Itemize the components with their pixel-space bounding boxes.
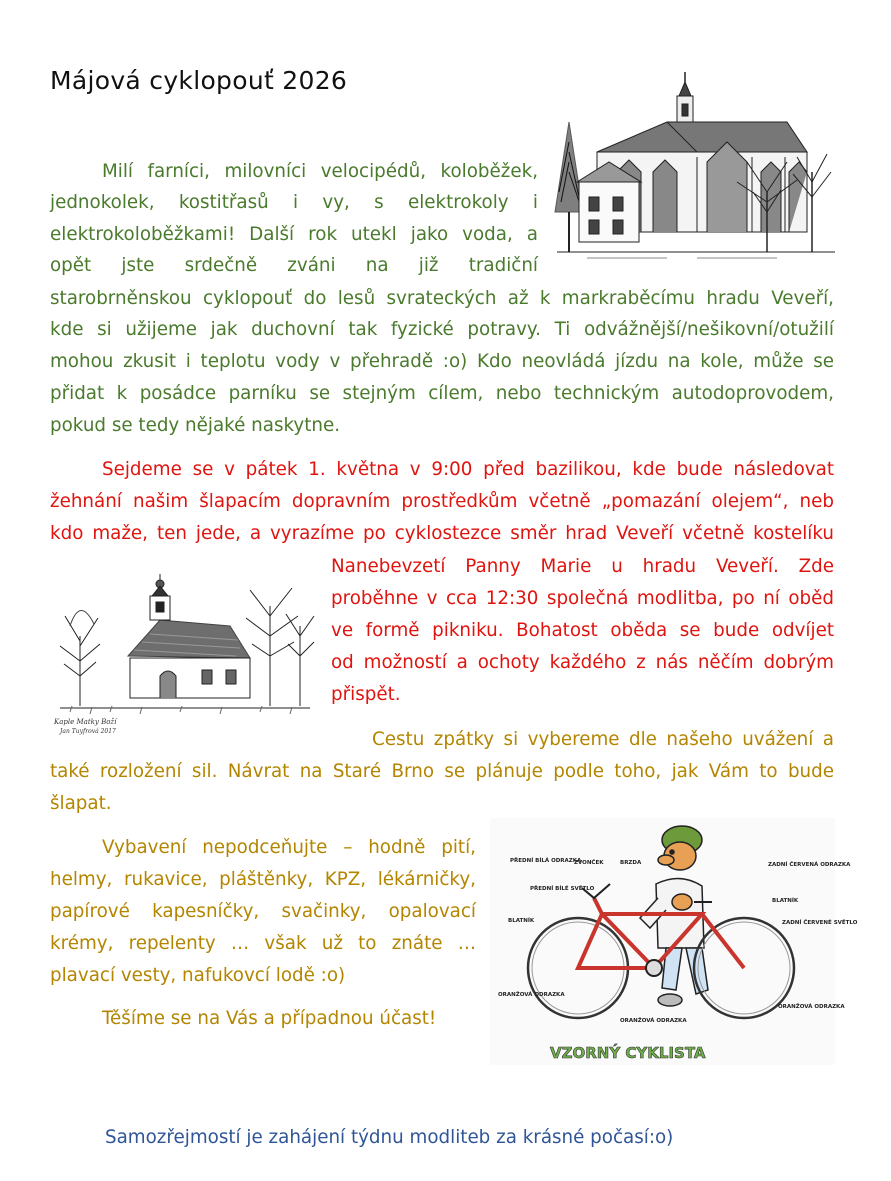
cyclist-title: VZORNÝ CYKLISTA bbox=[550, 1044, 706, 1062]
paragraph-1-line-4: opět jste srdečně zváni na již tradiční bbox=[50, 255, 538, 276]
label-front-white-light: PŘEDNÍ BÍLÉ SVĚTLO bbox=[530, 886, 595, 892]
paragraph-1-line-1: Milí farníci, milovníci velocipédů, koloběžek, bbox=[102, 161, 538, 182]
paragraph-4-line-5: plavací vesty, nafukovcí lodě :o) bbox=[50, 965, 346, 986]
label-rear-red-light: ZADNÍ ČERVENÉ SVĚTLO bbox=[782, 920, 858, 926]
paragraph-3-line-3: šlapat. bbox=[50, 793, 112, 814]
label-orange-reflector-left: ORANŽOVÁ ODRAZKA bbox=[498, 992, 565, 998]
paragraph-1-line-6: kde si užijeme jak duchovní tak fyzické potravy. Ti odvážnější/nešikovní/otužilí bbox=[50, 319, 834, 340]
paragraph-5: Těšíme se na Vás a případnou účast! bbox=[102, 1008, 437, 1029]
paragraph-1-line-7: mohou zkusit i teplotu vody v přehradě :o) Kdo neovládá jízdu na kole, může se bbox=[50, 351, 834, 372]
label-front-white-reflector: PŘEDNÍ BÍLÁ ODRAZKA bbox=[510, 858, 582, 864]
paragraph-4-line-3: papírové kapesníčky, svačinky, opalovací bbox=[50, 901, 476, 922]
paragraph-2-line-6: ve formě pikniku. Bohatost oběda se bude odvíjet bbox=[331, 620, 834, 641]
label-bell: ZVONČEK bbox=[574, 860, 604, 866]
paragraph-2-line-1: Sejdeme se v pátek 1. května v 9:00 před bazilikou, kde bude následovat bbox=[102, 459, 834, 480]
label-orange-reflector-right: ORANŽOVÁ ODRAZKA bbox=[778, 1004, 845, 1010]
paragraph-2-line-3: kdo maže, ten jede, a vyrazíme po cyklostezce směr hrad Veveří včetně kostelíku bbox=[50, 523, 834, 544]
paragraph-1-line-2: jednokolek, kostitřasů i vy, s elektrokoly i bbox=[50, 192, 538, 213]
paragraph-1-line-8: přidat k posádce parníku se stejným cílem, nebo technickým autodoprovodem, bbox=[50, 383, 834, 404]
paragraph-1-line-3: elektrokoloběžkami! Další rok utekl jako voda, a bbox=[50, 224, 538, 245]
chapel-caption-line-2: Jan Tuyfrová 2017 bbox=[60, 728, 116, 735]
label-headlamp: BLATNÍK bbox=[508, 918, 535, 924]
paragraph-1-line-5: starobrněnskou cyklopouť do lesů svrateckých až k markraběcímu hradu Veveří, bbox=[50, 288, 834, 309]
paragraph-2-line-7: od možností a ochoty každého z nás něčím dobrým bbox=[331, 652, 834, 673]
paragraph-2-line-4: Nanebevzetí Panny Marie u hradu Veveří. Zde bbox=[331, 556, 834, 577]
cyclist-drawing bbox=[490, 818, 858, 1065]
paragraph-4-line-1: Vybavení nepodceňujte – hodně pití, bbox=[102, 837, 476, 858]
paragraph-3-line-1: Cestu zpátky si vybereme dle našeho uvážení a bbox=[372, 729, 834, 750]
chapel-caption-line-1: Kaple Matky Boží bbox=[54, 718, 117, 726]
page-title: Májová cyklopouť 2026 bbox=[50, 66, 348, 95]
paragraph-1-line-9: pokud se tedy nějaké naskytne. bbox=[50, 415, 341, 436]
paragraph-4-line-2: helmy, rukavice, pláštěnky, KPZ, lékárničky, bbox=[50, 869, 476, 890]
paragraph-2-line-8: přispět. bbox=[331, 684, 401, 705]
paragraph-3-line-2: také rozložení sil. Návrat na Staré Brno se plánuje podle toho, jak Vám to bude bbox=[50, 761, 834, 782]
label-brake: BRZDA bbox=[620, 860, 642, 866]
label-mudguard: BLATNÍK bbox=[772, 898, 799, 904]
chapel-illustration bbox=[50, 566, 318, 740]
basilica-illustration bbox=[557, 62, 835, 266]
label-orange-reflector-mid: ORANŽOVÁ ODRAZKA bbox=[620, 1018, 687, 1024]
label-rear-red-reflector: ZADNÍ ČERVENÁ ODRAZKA bbox=[768, 862, 851, 868]
cyclist-illustration bbox=[490, 818, 858, 1065]
paragraph-2-line-2: žehnání našim šlapacím dopravním prostředkům včetně „pomazání olejem“, neb bbox=[50, 491, 834, 512]
paragraph-2-line-5: proběhne v cca 12:30 společná modlitba, po ní oběd bbox=[331, 588, 834, 609]
footer-note: Samozřejmostí je zahájení týdnu modliteb za krásné počasí:o) bbox=[105, 1127, 674, 1148]
paragraph-4-line-4: krémy, repelenty … však už to znáte … bbox=[50, 933, 476, 954]
chapel-drawing bbox=[50, 566, 318, 740]
basilica-drawing bbox=[557, 62, 835, 266]
